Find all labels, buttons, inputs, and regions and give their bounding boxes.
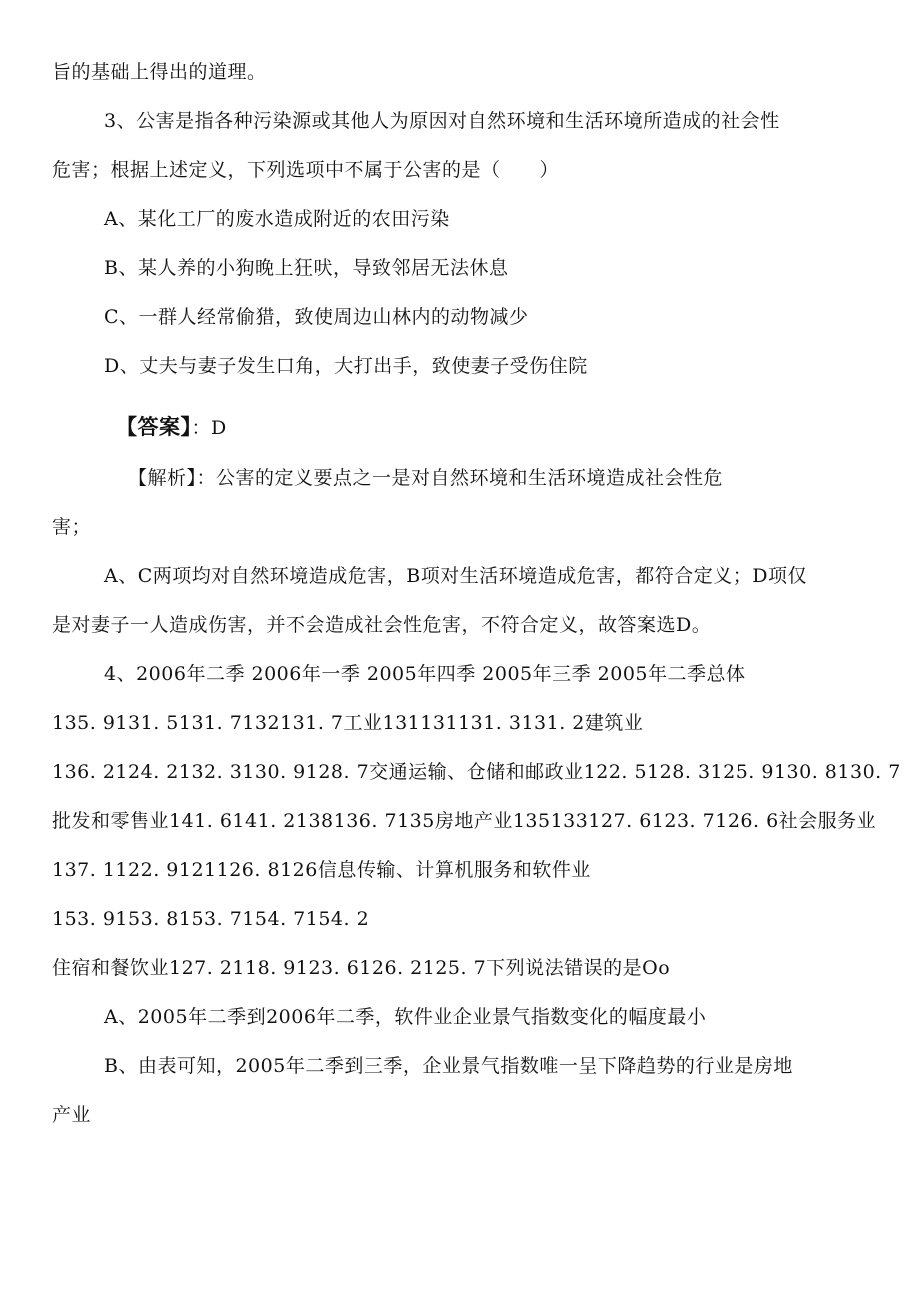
option-b: B、某人养的小狗晚上狂吠，导致邻居无法休息 xyxy=(104,257,509,279)
explanation-line-1: A、C两项均对自然环境造成危害，B项对生活环境造成危害，都符合定义；D项仅 xyxy=(104,565,807,587)
question-4-line-1: 4、2006年二季 2006年一季 2005年四季 2005年三季 2005年二季总体 xyxy=(104,663,746,685)
text-line: 旨的基础上得出的道理。 xyxy=(52,61,267,83)
q4-option-b: B、由表可知，2005年二季到三季，企业景气指数唯一呈下降趋势的行业是房地 xyxy=(104,1055,793,1077)
analysis-text: ：公害的定义要点之一是对自然环境和生活环境造成社会性危 xyxy=(196,467,724,489)
q4-option-a: A、2005年二季到2006年二季，软件业企业景气指数变化的幅度最小 xyxy=(104,1006,707,1028)
analysis-label: 【解析】 xyxy=(128,467,197,489)
analysis-line xyxy=(128,466,723,490)
answer-text: ：D xyxy=(191,417,227,439)
question-4-prompt: 住宿和餐饮业127. 2118. 9123. 6126. 2125. 7下列说法错误的是Oo xyxy=(52,957,671,979)
table-text-line: 137. 1122. 9121126. 8126信息传输、计算机服务和软件业 xyxy=(52,859,591,881)
answer-label: 【答案】 xyxy=(116,415,192,439)
table-text-line: 136. 2124. 2132. 3130. 9128. 7交通运输、仓储和邮政业122. 5128. 3125. 9130. 8130. 7 xyxy=(52,761,901,783)
table-text-line: 135. 9131. 5131. 7132131. 7工业131131131. 3131. 2建筑业 xyxy=(52,712,644,734)
analysis-continuation: 害； xyxy=(52,516,92,538)
q4-option-b-cont: 产业 xyxy=(52,1104,92,1126)
option-c: C、一群人经常偷猎，致使周边山林内的动物减少 xyxy=(104,306,529,328)
table-text-line: 批发和零售业141. 6141. 2138136. 7135房地产业135133127. 6123. 7126. 6社会服务业 xyxy=(52,810,877,832)
explanation-line-2: 是对妻子一人造成伤害，并不会造成社会性危害，不符合定义，故答案选D。 xyxy=(52,614,712,636)
question-3-line-1: 3、公害是指各种污染源或其他人为原因对自然环境和生活环境所造成的社会性 xyxy=(104,110,780,132)
question-3-line-2: 危害；根据上述定义，下列选项中不属于公害的是（ ） xyxy=(52,159,560,181)
option-d: D、丈夫与妻子发生口角，大打出手，致使妻子受伤住院 xyxy=(104,355,588,377)
table-text-line: 153. 9153. 8153. 7154. 7154. 2 xyxy=(52,908,370,930)
answer-line xyxy=(116,415,227,440)
option-a: A、某化工厂的废水造成附近的农田污染 xyxy=(104,208,450,230)
